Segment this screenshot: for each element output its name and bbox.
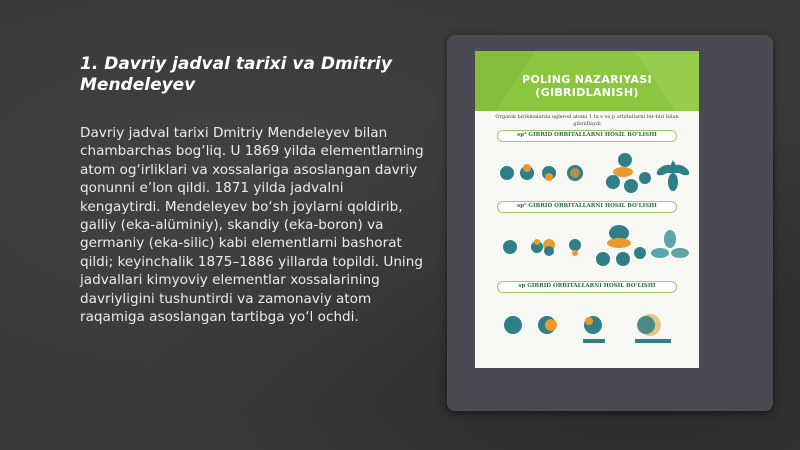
poster-title: POLING NAZARIYASI (GIBRIDLANISH) (522, 73, 652, 99)
section-header-sp2 (497, 201, 677, 213)
section-header-sp (497, 281, 677, 293)
section-label-sp: sp GIBRID ORBITALLARNI HOSIL BO‘LISHI (518, 283, 656, 289)
slide-body-text: Davriy jadval tarixi Dmitriy Mendeleyev bilan chambarchas bog‘liq. U 1869 yilda elementlarning atom og‘irliklari va xossalariga asoslangan davriy qonunni e’lon qildi. 1871 yilda jadvalni kengaytirdi. Mendeleyev bo‘sh joylarni qoldirib, galliy (eka-alüminiy), skandiy (eka-boron) va germaniy (eka-silic) kabi elementlarni bashorat qildi; keyinchalik 1875–1886 yillarda topildi. Uning jadvallari kimyoviy elementlar xossalarining davriyligini tushuntirdi va zamonaviy atom raqamiga asoslangan tartibga yo‘l ochdi. (80, 125, 424, 326)
poster-banner (475, 51, 699, 111)
section-label-sp3: sp³ GIBRID ORBITALLARNI HOSIL BO‘LISHI (517, 132, 657, 138)
sp2-orbital-diagram (475, 219, 699, 274)
poster-subtitle: Organik birikmalarda uglerod atomi 1 ta s va p orbitallarni bir-biri bilan gibridlaydi (495, 114, 679, 127)
hybridization-poster-image (475, 51, 699, 368)
section-label-sp2: sp² GIBRID ORBITALLARNI HOSIL BO‘LISHI (517, 203, 657, 209)
sp3-orbital-diagram (475, 146, 699, 201)
slide-title: 1. Davriy jadval tarixi va Dmitriy Mendeleyev (80, 54, 392, 95)
sp-orbital-diagram (475, 301, 699, 356)
section-header-sp3 (497, 130, 677, 142)
